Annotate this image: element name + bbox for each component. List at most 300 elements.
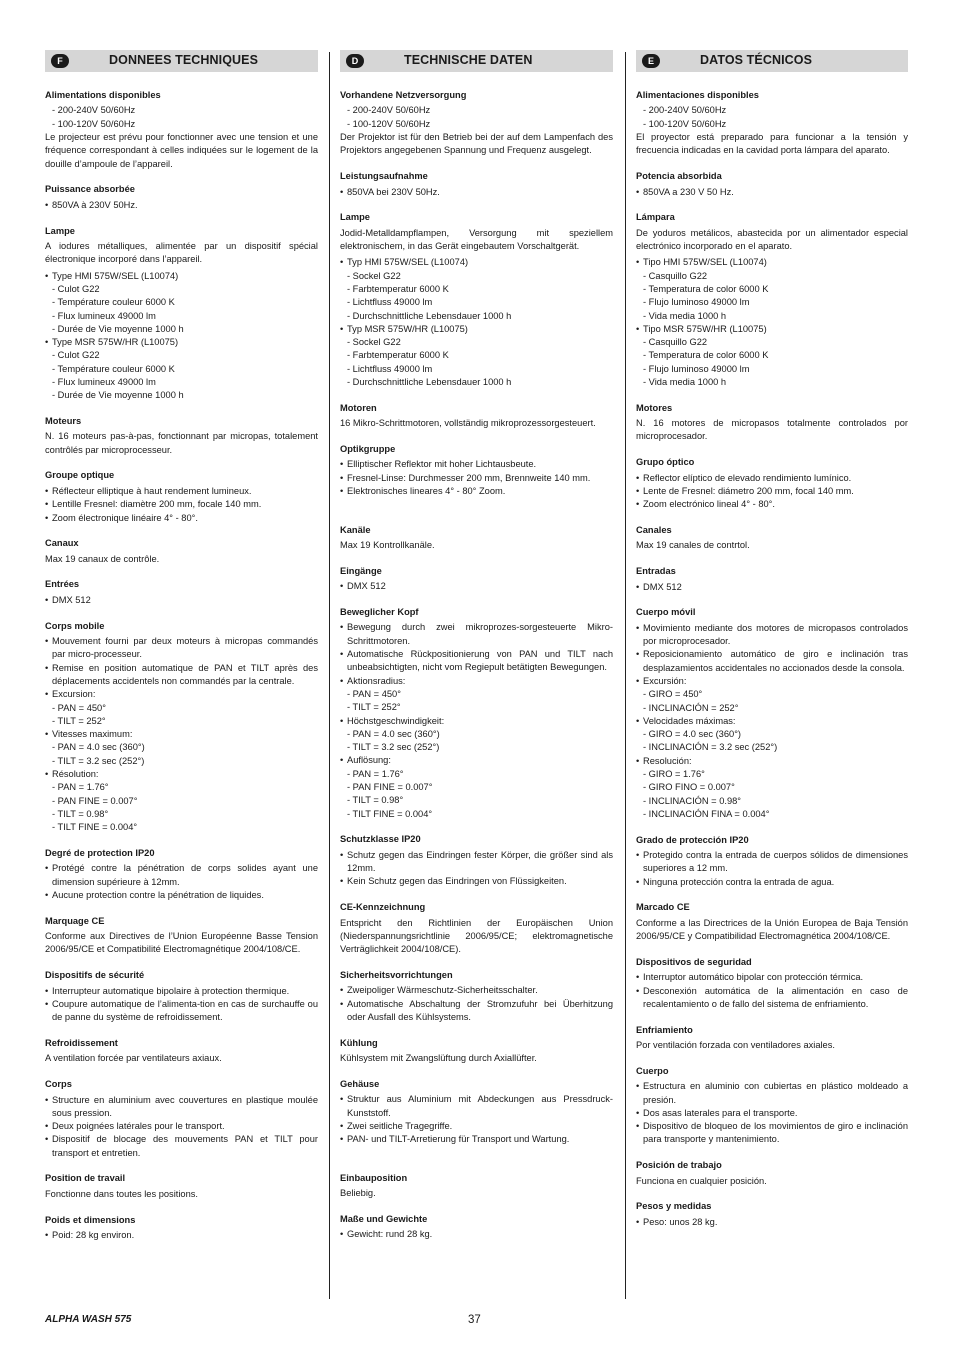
spec-bullet [636,985,908,1012]
spec-section [636,170,908,199]
spec-sub-line: - PAN FINE = 0.007° [347,782,433,792]
spec-sub-line: - TILT = 252° [52,715,106,726]
spec-section-title: Corps [45,1079,72,1090]
bullet-dot-icon: • [340,715,344,726]
spec-bullet [45,594,318,607]
spec-section-title: Marquage CE [45,915,105,926]
spec-paragraph: Kühlsystem mit Zwangslüftung durch Axiallüfter. [340,1053,537,1064]
bullet-dot-icon: • [636,622,640,633]
spec-sub-line: - 200-240V 50/60Hz [643,105,727,116]
bullet-dot-icon: • [340,1229,344,1240]
spec-bullet-text: Elliptischer Reflektor mit hoher Lichtausbeute. [347,459,537,470]
spec-bullet-text: Lente de Fresnel: diámetro 200 mm, focal 140 mm. [643,485,854,496]
spec-bullet [636,581,908,594]
bullet-dot-icon: • [340,876,344,887]
spec-bullet-text: Excursión: [643,675,687,686]
spec-bullet [340,648,613,675]
spec-bullet [340,754,613,767]
spec-sections [340,89,613,1242]
spec-bullet-text: Poid: 28 kg environ. [52,1230,135,1241]
spec-sub-line: - PAN = 450° [52,702,106,713]
spec-sub-line: - TILT = 0.98° [52,808,109,819]
spec-bullet-text: Protégé contre la pénétration de corps solides ayant une dimension supérieure à 12mm. [52,863,318,887]
spec-section-title: Einbauposition [340,1172,408,1183]
spec-bullet [45,1229,318,1242]
section-header-title: DATOS TÉCNICOS [700,53,813,67]
spec-bullet-text: Elektronisches lineares 4° - 80° Zoom. [347,485,506,496]
spec-sub-line: - INCLINACIÓN FINA = 0.004° [643,808,770,819]
bullet-dot-icon: • [340,459,344,470]
spec-bullet [45,688,318,701]
spec-sub-line: - Flux lumineux 49000 lm [52,376,156,387]
bullet-dot-icon: • [636,715,640,726]
spec-section [636,901,908,943]
spec-section [45,847,318,902]
spec-bullet-text: Velocidades máximas: [643,715,736,726]
spec-sections [636,89,908,1229]
spec-section [636,956,908,1011]
language-badge: F [51,54,69,68]
spec-section-title: Corps mobile [45,620,105,631]
spec-bullet [45,336,318,349]
spec-sub-line: - PAN = 450° [347,688,401,699]
bullet-dot-icon: • [45,769,49,779]
spec-section [45,89,318,171]
spec-section [45,578,318,607]
spec-section [45,1214,318,1243]
spec-sub-line: - TILT = 3.2 sec (252°) [347,742,440,753]
spec-bullet-text: Résolution: [52,769,99,779]
bullet-dot-icon: • [45,1230,49,1241]
bullet-dot-icon: • [45,863,49,874]
spec-paragraph: 16 Mikro-Schrittmotoren, vollständig mikroprozessorgesteuert. [340,418,596,429]
bullet-dot-icon: • [340,472,344,483]
bullet-dot-icon: • [45,594,49,605]
spec-bullet-text: Zwei seitliche Tragegriffe. [347,1120,453,1131]
spec-sub-line: - Durée de Vie moyenne 1000 h [52,323,184,334]
spec-bullet [636,755,908,768]
spec-bullet-text: Interrupteur automatique bipolaire à protection thermique. [52,985,290,996]
spec-section [636,1200,908,1229]
bullet-dot-icon: • [45,485,49,496]
spec-section-title: Posición de trabajo [636,1160,722,1171]
column-divider [329,52,330,1299]
spec-bullet-text: Remise en position automatique de PAN et TILT après des déplacements accidentels non commandés par la centrale. [52,662,318,686]
spec-bullet [636,849,908,876]
spec-sub-line: - Sockel G22 [347,337,401,348]
spec-section-title: Eingänge [340,565,382,576]
spec-bullet [45,199,318,212]
spec-sub-line: - Vida media 1000 h [643,376,727,387]
spec-section [636,89,908,158]
page-number: 37 [468,1314,481,1326]
bullet-dot-icon: • [340,998,344,1009]
spec-bullet [45,862,318,889]
bullet-dot-icon: • [636,876,640,887]
language-badge: D [346,54,364,68]
spec-sub-line: - TILT = 0.98° [347,795,404,806]
spec-bullet [45,889,318,902]
spec-bullet-text: Tipo MSR 575W/HR (L10075) [643,323,767,334]
spec-bullet-text: Ninguna protección contra la entrada de agua. [643,876,835,887]
spec-paragraph: A ventilation forcée par ventilateurs axiaux. [45,1053,222,1064]
spec-bullet-text: Resolución: [643,755,692,766]
bullet-dot-icon: • [45,337,49,348]
spec-section-title: Cuerpo móvil [636,607,696,618]
spec-bullet-text: Struktur aus Aluminium mit Abdeckungen aus Pressdruck-Kunststoff. [347,1094,613,1118]
bullet-dot-icon: • [45,512,49,523]
language-badge: E [642,54,660,68]
spec-section-title: Dispositivos de seguridad [636,956,752,967]
spec-bullet-text: DMX 512 [643,581,682,592]
spec-section-title: Leistungsaufnahme [340,171,428,182]
spec-section [45,1037,318,1066]
spec-section-title: Lámpara [636,212,675,223]
bullet-dot-icon: • [340,849,344,860]
spec-bullet [45,1094,318,1121]
spec-bullet-text: Typ HMI 575W/SEL (L10074) [347,257,469,268]
spec-bullet-text: Gewicht: rund 28 kg. [347,1229,433,1240]
spec-bullet-text: Structure en aluminium avec couvertures en plastique moulée sous pression. [52,1094,318,1118]
spec-section [636,211,908,389]
spec-section-title: Vorhandene Netzversorgung [340,90,467,100]
column-french [45,50,318,1255]
spec-bullet [45,485,318,498]
spec-bullet [45,498,318,511]
spec-sub-line: - INCLINACIÓN = 3.2 sec (252°) [643,742,778,753]
spec-section [636,565,908,594]
spec-bullet-text: Dos asas laterales para el transporte. [643,1107,798,1118]
spec-bullet-text: Peso: unos 28 kg. [643,1216,718,1227]
bullet-dot-icon: • [45,1134,49,1145]
spec-bullet-text: Estructura en aluminio con cubiertas en plástico moldeado a presión. [643,1081,908,1105]
spec-section [636,834,908,889]
spec-bullet-text: Reposicionamiento automático de giro e inclinación tras desplazamientos accidentales no accionados desde la consola. [643,649,908,673]
spec-bullet [45,512,318,525]
bullet-dot-icon: • [636,649,640,660]
spec-section-title: Kanäle [340,524,371,535]
spec-section [45,1078,318,1160]
spec-bullet [636,622,908,649]
spec-section [340,1078,613,1160]
spacer [340,498,613,511]
spec-bullet [636,472,908,485]
bullet-dot-icon: • [340,985,344,996]
spec-bullet-text: Protegido contra la entrada de cuerpos sólidos de dimensiones superiores a 12 mm. [643,850,908,874]
spec-bullet [636,675,908,688]
spec-section [45,620,318,835]
spec-sub-line: - Durée de Vie moyenne 1000 h [52,390,184,401]
spec-bullet-text: Fresnel-Linse: Durchmesser 200 mm, Brennweite 140 mm. [347,472,591,483]
spec-section-title: Alimentations disponibles [45,90,161,100]
spec-section-title: CE-Kennzeichnung [340,902,426,913]
spec-bullet [45,985,318,998]
spec-sub-line: - Temperatura de color 6000 K [643,350,769,361]
spec-bullet-text: Tipo HMI 575W/SEL (L10074) [643,257,767,268]
spec-section-title: Degré de protection IP20 [45,847,155,858]
bullet-dot-icon: • [45,729,49,740]
spec-sub-line: - 200-240V 50/60Hz [52,105,136,116]
spec-section [45,469,318,524]
spec-bullet-text: Dispositif de blocage des mouvements PAN et TILT pour transport et entretien. [52,1134,318,1158]
bullet-dot-icon: • [45,662,49,673]
bullet-dot-icon: • [340,257,344,268]
spec-section [45,225,318,403]
spec-bullet [340,998,613,1025]
spec-section [340,1037,613,1066]
bullet-dot-icon: • [636,850,640,861]
bullet-dot-icon: • [45,636,49,647]
spec-bullet-text: DMX 512 [52,594,91,605]
column-divider [625,52,626,1299]
spec-bullet [340,675,613,688]
bullet-dot-icon: • [636,1081,640,1092]
spec-paragraph: Fonctionne dans toutes les positions. [45,1188,198,1199]
bullet-dot-icon: • [340,186,344,197]
spec-bullet [340,323,613,336]
section-header-bar [340,50,613,72]
spec-section [340,443,613,511]
spec-paragraph: Beliebig. [340,1188,376,1199]
spec-bullet-text: Schutz gegen das Eindringen fester Körper, die größer sind als 12mm. [347,849,613,874]
bullet-dot-icon: • [636,675,640,686]
spec-bullet [45,728,318,741]
spec-bullet [340,186,613,199]
spec-bullet-text: PAN- und TILT-Arretierung für Transport und Wartung. [347,1134,570,1145]
column-spanish [636,50,908,1241]
spec-bullet-text: Type HMI 575W/SEL (L10074) [52,270,179,281]
bullet-dot-icon: • [340,1094,344,1105]
spec-section [45,537,318,566]
spec-paragraph: A iodures métalliques, alimentée par un dispositif spécial électronique incorporé dans l’appareil. [45,241,318,265]
spec-sub-line: - Flujo luminoso 49000 lm [643,363,750,374]
spec-section [636,1024,908,1053]
spec-sub-line: - 100-120V 50/60Hz [347,118,431,129]
spec-paragraph: Entspricht den Richtlinien der Europäischen Union (Niederspannungsrichtlinie 2006/95/CE; elektromagnetische Verträglichkeit 2004/108/CE). [340,917,613,955]
spec-bullet [340,580,613,593]
spec-bullet [636,498,908,511]
spec-sub-line: - PAN = 4.0 sec (360°) [347,728,440,739]
spec-section-title: Canales [636,524,672,535]
spec-sub-line: - PAN = 4.0 sec (360°) [52,742,145,753]
spec-paragraph: Max 19 canaux de contrôle. [45,553,160,564]
spec-bullet-text: Reflector elíptico de elevado rendimiento lumínico. [643,472,852,483]
spec-section-title: Moteurs [45,415,82,426]
spec-section-title: Maße und Gewichte [340,1213,428,1224]
spec-section-title: Puissance absorbée [45,184,135,195]
bullet-dot-icon: • [636,972,640,983]
spec-bullet [340,849,613,876]
spec-bullet-text: DMX 512 [347,581,386,592]
section-header-bar [45,50,318,72]
spec-paragraph: El proyector está preparado para funcionar a la tensión y frecuencia indicadas en la cavidad porta lámpara del aparato. [636,132,908,156]
bullet-dot-icon: • [45,1121,49,1132]
spec-section [636,524,908,553]
spec-section [45,969,318,1024]
spec-sub-line: - GIRO = 450° [643,689,703,700]
bullet-dot-icon: • [340,649,344,660]
spec-section-title: Canaux [45,538,79,549]
spec-paragraph: Conforme aux Directives de l’Union Européenne Basse Tension 2006/95/CE et Compatibilité Electromagnétique 2004/108/CE. [45,931,318,955]
spec-section-title: Enfriamiento [636,1024,693,1035]
spec-sub-line: - INCLINACIÓN = 252° [643,702,739,713]
spec-bullet [636,186,908,199]
spec-section [45,183,318,212]
spec-section [340,833,613,888]
spec-sub-line: - 200-240V 50/60Hz [347,105,431,116]
spec-section [45,915,318,957]
bullet-dot-icon: • [636,1216,640,1227]
spec-section [340,89,613,158]
bullet-dot-icon: • [340,1120,344,1131]
spec-bullet-text: Höchstgeschwindigkeit: [347,715,445,726]
spec-paragraph: Der Projektor ist für den Betrieb bei der auf dem Lampenfach des Projektors angegebenen Spannung und Frequenz ausgelegt. [340,132,613,156]
spec-section-title: Poids et dimensions [45,1214,136,1225]
bullet-dot-icon: • [340,323,344,334]
spec-section-title: Dispositifs de sécurité [45,970,145,981]
spec-section-title: Beweglicher Kopf [340,606,419,617]
spec-bullet [636,1080,908,1107]
spec-sub-line: - Température couleur 6000 K [52,297,175,308]
spec-sub-line: - Flujo luminoso 49000 lm [643,297,750,308]
bullet-dot-icon: • [636,1121,640,1132]
spec-bullet [340,458,613,471]
spec-section [45,415,318,457]
spec-bullet [636,1216,908,1229]
spec-section-title: Sicherheitsvorrichtungen [340,969,453,980]
spec-bullet [636,971,908,984]
spec-section-title: Potencia absorbida [636,171,722,182]
spec-bullet-text: Zweipoliger Wärmeschutz-Sicherheitsschalter. [347,985,538,996]
spec-bullet-text: Type MSR 575W/HR (L10075) [52,337,179,348]
spec-section-title: Grado de protección IP20 [636,834,749,845]
spec-sub-line: - 100-120V 50/60Hz [52,118,136,129]
spec-sub-line: - TILT = 252° [347,702,401,713]
spec-sub-line: - Durchschnittliche Lebensdauer 1000 h [347,376,512,387]
bullet-dot-icon: • [340,1134,344,1145]
spec-section [636,402,908,444]
spec-paragraph: Le projecteur est prévu pour fonctionner avec une tension et une fréquence correspondant à celles indiquées sur le logement de la douille d’ampoule de l’appareil. [45,132,318,169]
spec-sub-line: - Lichtfluss 49000 lm [347,297,433,308]
bullet-dot-icon: • [636,257,640,268]
bullet-dot-icon: • [45,1094,49,1105]
spec-bullet [636,876,908,889]
spec-section [340,1213,613,1242]
spec-sub-line: - Farbtemperatur 6000 K [347,350,449,361]
spec-section [340,1172,613,1201]
spec-section-title: Groupe optique [45,470,115,481]
spec-bullet-text: Kein Schutz gegen das Eindringen von Flüssigkeiten. [347,876,567,887]
spec-sub-line: - 100-120V 50/60Hz [643,118,727,129]
spec-section-title: Pesos y medidas [636,1201,712,1212]
spec-sub-line: - PAN = 1.76° [52,782,109,793]
bullet-dot-icon: • [45,270,49,281]
spec-sub-line: - Durchschnittliche Lebensdauer 1000 h [347,310,512,321]
spec-bullet-text: Deux poignées latérales pour le transport. [52,1121,225,1132]
spec-sub-line: - Casquillo G22 [643,270,708,281]
spacer [340,1146,613,1159]
spec-bullet-text: Dispositivo de bloqueo de los movimientos de giro e inclinación para transporte y mantenimiento. [643,1121,908,1145]
spec-paragraph: N. 16 moteurs pas-à-pas, fonctionnant par micropas, totalement contrôlés par microprocesseur. [45,431,318,455]
spec-bullet-text: Auflösung: [347,755,391,766]
spec-sub-line: - Température couleur 6000 K [52,363,175,374]
spec-section-title: Gehäuse [340,1078,380,1089]
spec-bullet-text: Coupure automatique de l’alimenta-tion en cas de surchauffe ou de panne du système de refroidissement. [52,998,318,1023]
spec-section-title: Motores [636,402,673,413]
spec-section [636,606,908,821]
spec-sections [45,89,318,1242]
spec-bullet [636,715,908,728]
spec-sub-line: - Temperatura de color 6000 K [643,283,769,294]
spec-paragraph: Jodid-Metalldampflampen, Versorgung mit speziellem elektronischem, in das Gerät eingebautem Vorschaltgerät. [340,227,613,252]
bullet-dot-icon: • [636,985,640,996]
spec-paragraph: Funciona en cualquier posición. [636,1175,767,1186]
footer-product-name: ALPHA WASH 575 [45,1314,132,1325]
spec-section [340,969,613,1024]
spec-bullet [45,1133,318,1160]
spec-section [340,524,613,553]
bullet-dot-icon: • [636,323,640,334]
spec-sub-line: - GIRO FINO = 0.007° [643,782,735,793]
spec-bullet [45,662,318,689]
spec-bullet-text: Interruptor automático bipolar con protección térmica. [643,972,864,983]
bullet-dot-icon: • [636,186,640,197]
spec-bullet [340,1133,613,1146]
spec-sub-line: - Farbtemperatur 6000 K [347,283,449,294]
spec-bullet-text: Typ MSR 575W/HR (L10075) [347,323,468,334]
spec-bullet [340,715,613,728]
spec-section-title: Entradas [636,566,676,577]
spec-bullet [636,1107,908,1120]
spec-bullet-text: Aucune protection contre la pénétration de liquides. [52,889,264,900]
bullet-dot-icon: • [45,985,49,996]
spec-sub-line: - GIRO = 1.76° [643,769,705,779]
spec-section-title: Kühlung [340,1037,378,1048]
spec-bullet-text: Zoom electrónico lineal 4° - 80°. [643,499,775,510]
bullet-dot-icon: • [636,581,640,592]
spec-paragraph: Conforme a las Directrices de la Unión Europea de Baja Tensión 2006/95/CE y Compatibilidad Electromagnética 2004/108/CE. [636,917,908,942]
spec-bullet [636,648,908,675]
bullet-dot-icon: • [636,1107,640,1118]
spec-bullet-text: Réflecteur elliptique à haut rendement lumineux. [52,485,252,496]
spec-sub-line: - PAN = 1.76° [347,768,404,779]
spec-section [45,1172,318,1201]
column-german [340,50,613,1254]
bullet-dot-icon: • [340,485,344,496]
spec-section-title: Marcado CE [636,902,690,913]
spec-section-title: Refroidissement [45,1037,118,1048]
spec-section [340,565,613,594]
spec-sub-line: - INCLINACIÓN = 0.98° [643,795,742,806]
spec-bullet-text: Desconexión automática de la alimentación en caso de recalentamiento o de fallo del sistema de enfriamiento. [643,985,908,1009]
spec-sub-line: - Casquillo G22 [643,337,708,348]
spec-section [636,456,908,511]
bullet-dot-icon: • [340,581,344,592]
spec-section [636,1159,908,1188]
bullet-dot-icon: • [45,889,49,900]
spec-bullet-text: Automatische Rückpositionierung von PAN und TILT nach unbeabsichtigten, nicht vom Regiepult betätigten Bewegungen. [347,649,613,673]
spec-section-title: Entrées [45,579,80,590]
spec-bullet [340,984,613,997]
spec-bullet-text: Bewegung durch zwei mikroprozes-sorgesteuerte Mikro-Schrittmotoren. [347,622,613,646]
bullet-dot-icon: • [636,755,640,766]
spec-bullet-text: Lentille Fresnel: diamètre 200 mm, focale 140 mm. [52,499,262,510]
spec-section-title: Motoren [340,402,377,413]
spec-bullet [636,1120,908,1147]
bullet-dot-icon: • [45,998,49,1009]
spec-bullet-text: Automatische Abschaltung der Stromzufuhr bei Überhitzung oder Ausfall des Kühlsystems. [347,998,613,1022]
spec-sub-line: - Vida media 1000 h [643,310,727,321]
